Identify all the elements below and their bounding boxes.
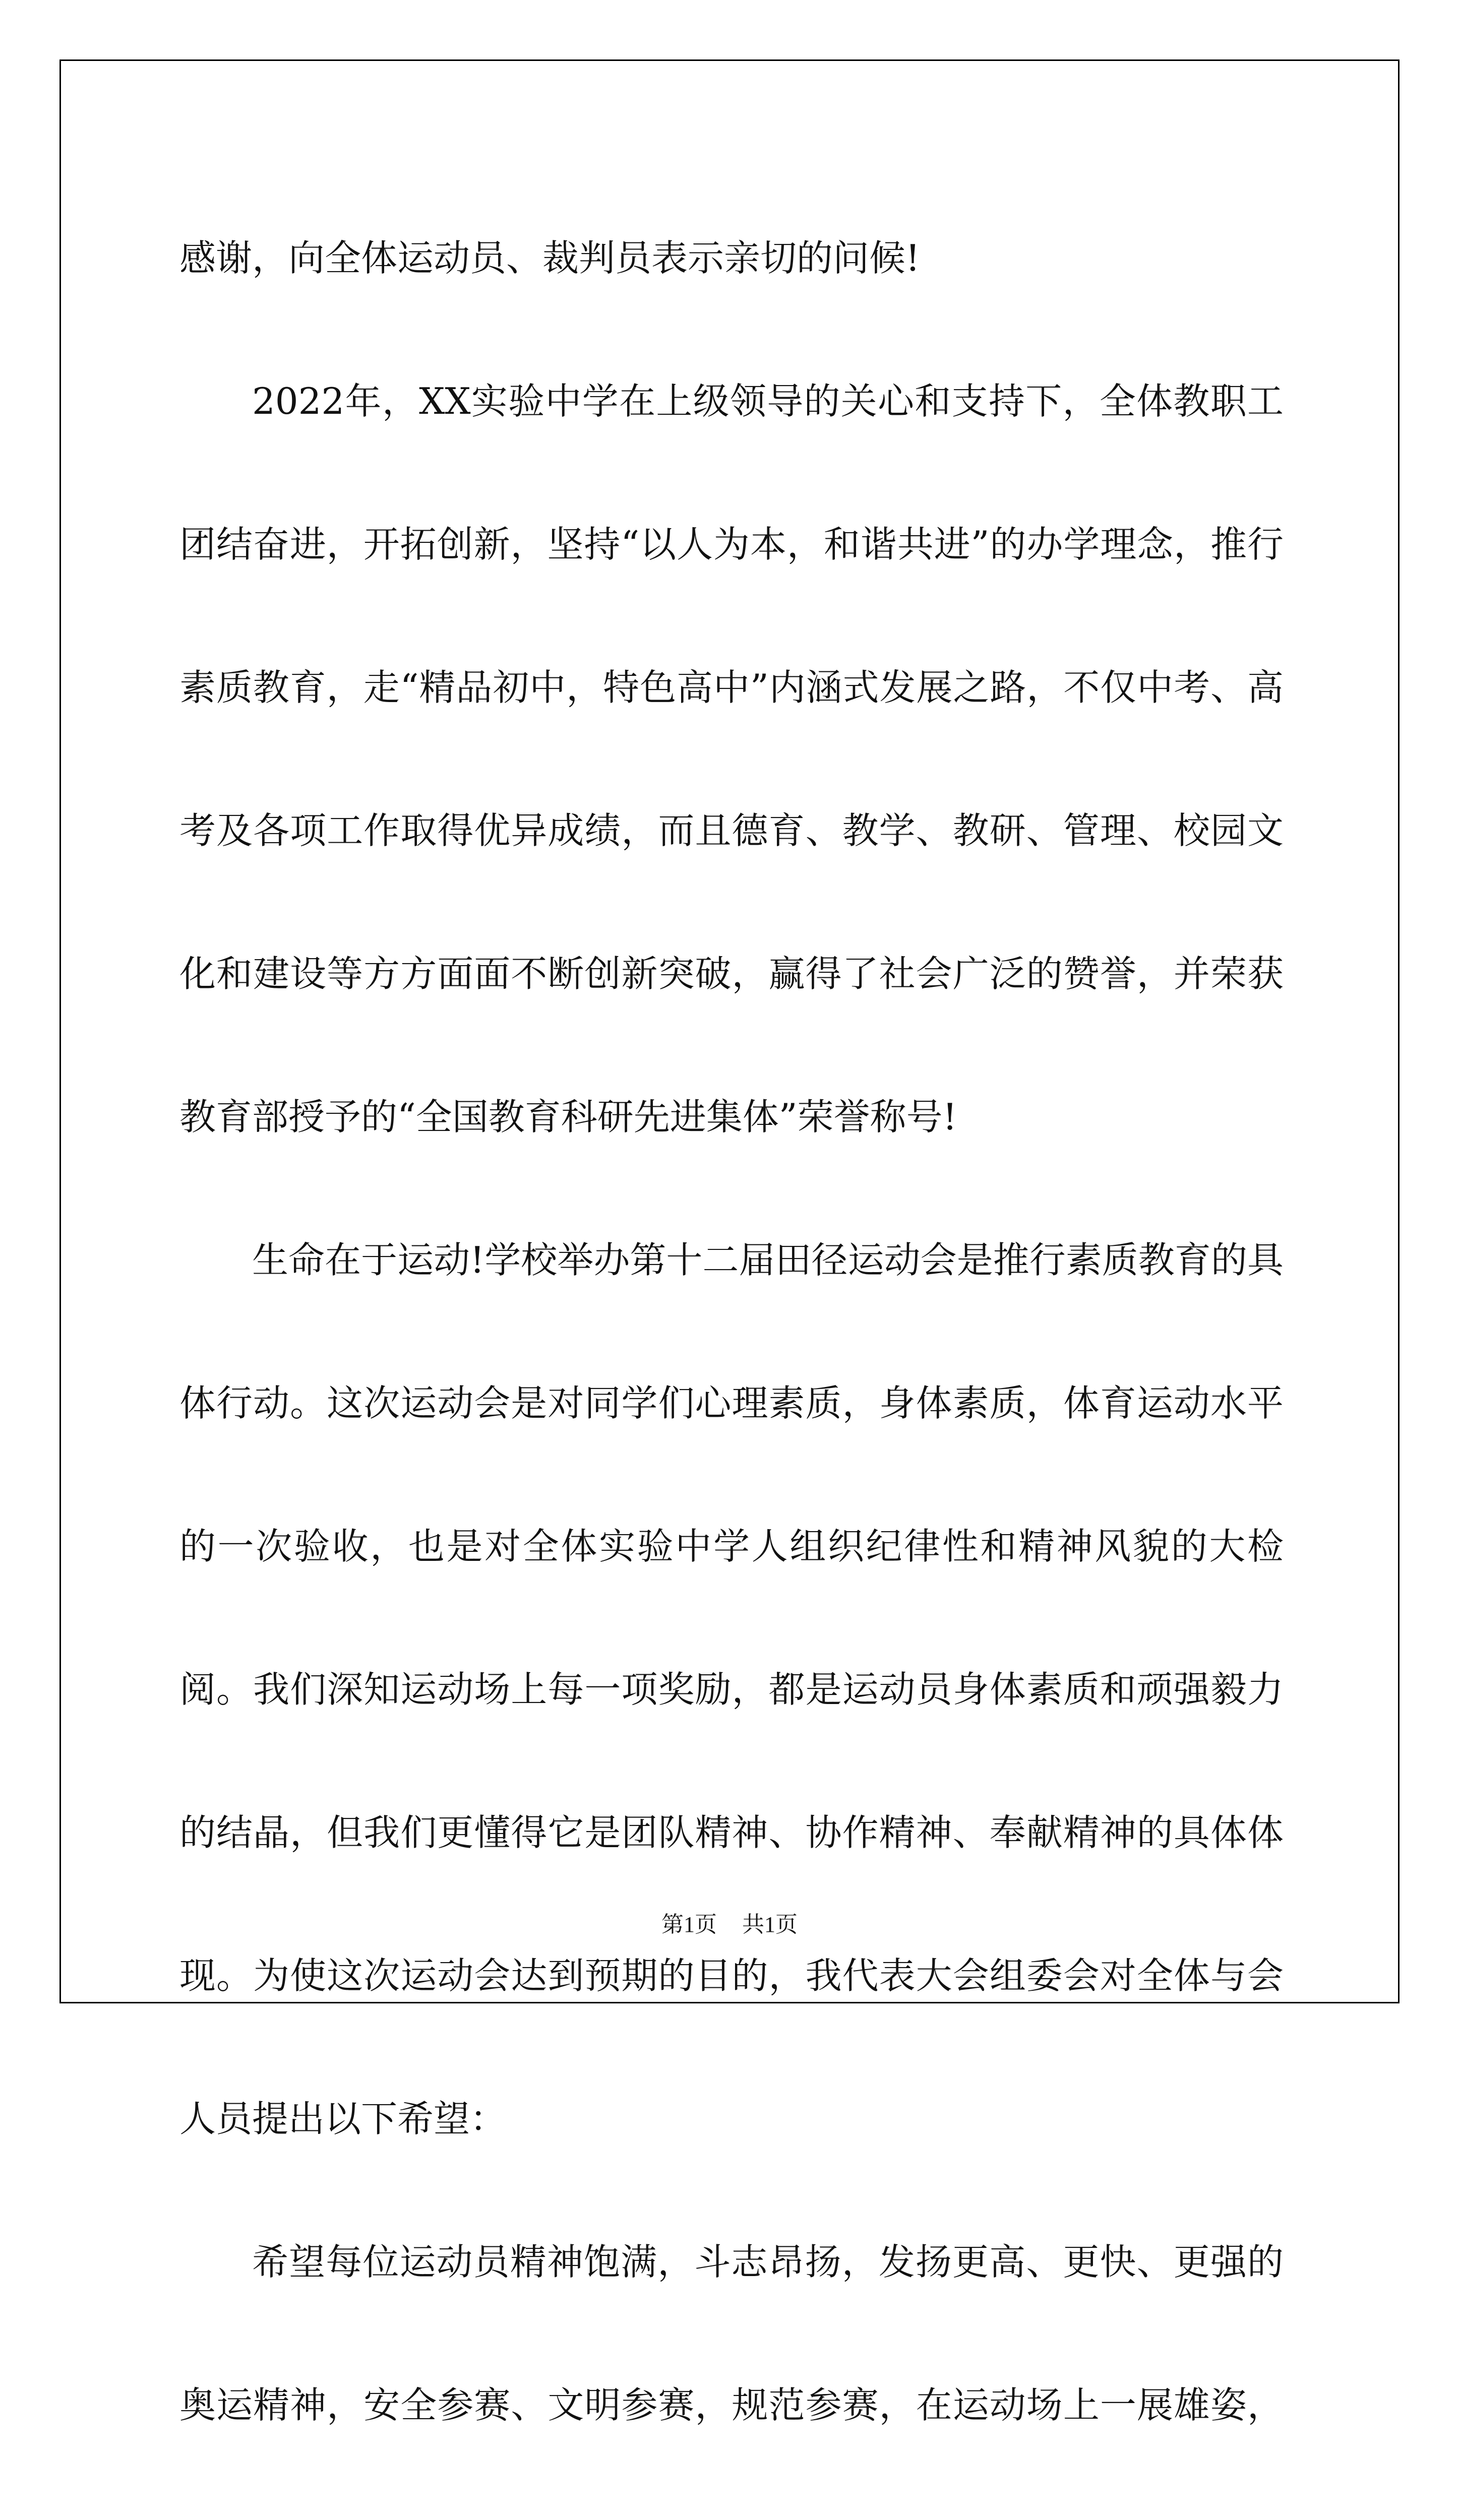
paragraph-1: 感谢，向全体运动员、裁判员表示亲切的问候! bbox=[179, 237, 920, 279]
paragraph-2: 2022年，XX实验中学在上级领导的关心和支持下，全体教职工团结奋进，开拓创新，坚持“以人为本，和谐共进”的办学理念，推行素质教育，走“精品初中，特色高中”内涵式发展之路，不仅中考、高考及各项工作取得优异成绩，而且德育、教学、教研、管理、校园文化和建设等方方面面不断创新突破，赢得了社会广泛的赞誉，并荣获教育部授予的“全国教育科研先进集体”荣誉称号! bbox=[179, 380, 1284, 1138]
document-body bbox=[179, 186, 1284, 2520]
page-number-current: 第1页 bbox=[661, 1912, 717, 1937]
page-number-total: 共1页 bbox=[742, 1912, 798, 1937]
paragraph-3: 生命在于运动!学校举办第十二届田径运动会是推行素质教育的具体行动。这次运动会是对同学们心理素质，身体素质，体育运动水平的一次验收，也是对全体实验中学人组织纪律性和精神风貌的大检阅。我们深知运动场上每一项奖励，都是运动员身体素质和顽强毅力的结晶，但我们更懂得它是团队精神、协作精神、奉献精神的具体体现。为使这次运动会达到预期的目的，我代表大会组委会对全体与会人员提出以下希望： bbox=[179, 1239, 1284, 2140]
page-footer bbox=[0, 1906, 1459, 1938]
paragraph-4: 希望每位运动员精神饱满，斗志昂扬，发扬更高、更快、更强的奥运精神，安全参赛、文明参赛，规范参赛，在运动场上一展雄姿， bbox=[179, 2241, 1284, 2426]
